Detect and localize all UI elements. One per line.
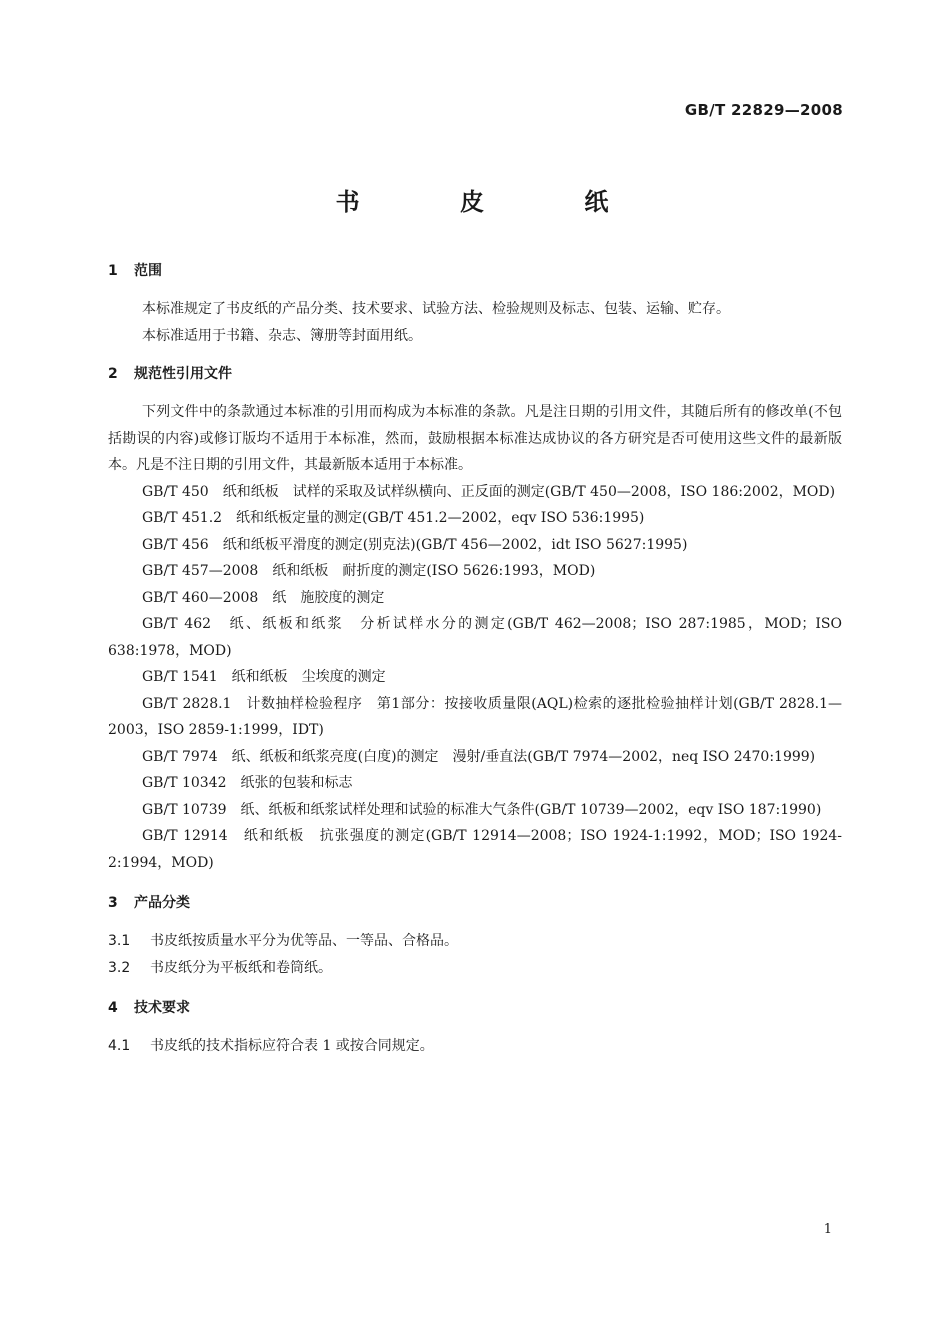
section-number: 3 — [108, 895, 118, 911]
section-title: 范围 — [134, 263, 162, 279]
section-title: 产品分类 — [134, 895, 190, 911]
section-title: 技术要求 — [134, 1000, 190, 1016]
clause-number: 4.1 — [108, 1038, 131, 1054]
section-title: 规范性引用文件 — [134, 366, 232, 382]
section-heading-normative-references — [108, 361, 842, 387]
clause-number: 3.2 — [108, 959, 131, 976]
section-number: 2 — [108, 366, 118, 382]
section-number: 4 — [108, 1000, 118, 1016]
section-heading-product-classification — [108, 890, 842, 916]
reference-item: GB/T 1541 纸和纸板 尘埃度的测定 — [142, 669, 386, 685]
section-heading-scope — [108, 258, 842, 284]
section-number: 1 — [108, 263, 118, 279]
reference-item: GB/T 451.2 纸和纸板定量的测定(GB/T 451.2—2002，eqv ISO 536:1995) — [142, 510, 645, 526]
clause-item — [108, 1033, 842, 1060]
reference-item: GB/T 457—2008 纸和纸板 耐折度的测定(ISO 5626:1993，MOD) — [142, 563, 596, 579]
reference-item: GB/T 2828.1 计数抽样检验程序 第1部分：按接收质量限(AQL)检索的逐批检验抽样计划(GB/T 2828.1—2003，ISO 2859-1:1999，IDT) — [108, 695, 842, 738]
clause-number: 3.1 — [108, 933, 131, 949]
paragraph: 本标准规定了书皮纸的产品分类、技术要求、试验方法、检验规则及标志、包装、运输、贮存。 — [142, 301, 730, 317]
clause-text: 书皮纸按质量水平分为优等品、一等品、合格品。 — [150, 933, 458, 949]
standard-code: GB/T 22829—2008 — [684, 101, 843, 119]
paragraph: 下列文件中的条款通过本标准的引用而构成为本标准的条款。凡是注日期的引用文件，其随后所有的修改单(不包括勘误的内容)或修订版均不适用于本标准，然而，鼓励根据本标准达成协议的各方研究是否可使用这些文件的最新版本。凡是不注日期的引用文件，其最新版本适用于本标准。 — [108, 404, 842, 473]
reference-item: GB/T 462 纸、纸板和纸浆 分析试样水分的测定(GB/T 462—2008；ISO 287:1985，MOD；ISO 638:1978，MOD) — [108, 616, 847, 659]
reference-item: GB/T 460—2008 纸 施胶度的测定 — [142, 589, 385, 606]
reference-item: GB/T 7974 纸、纸板和纸浆亮度(白度)的测定 漫射/垂直法(GB/T 7974—2002，neq ISO 2470:1999) — [142, 748, 816, 765]
reference-item: GB/T 10739 纸、纸板和纸浆试样处理和试验的标准大气条件(GB/T 10739—2002，eqv ISO 187:1990) — [142, 801, 822, 818]
reference-item: GB/T 12914 纸和纸板 抗张强度的测定(GB/T 12914—2008；ISO 1924-1:1992，MOD；ISO 1924-2:1994，MOD) — [108, 828, 842, 871]
reference-item: GB/T 456 纸和纸板平滑度的测定(别克法)(GB/T 456—2002，idt ISO 5627:1995) — [142, 536, 688, 553]
clause-item — [108, 955, 842, 982]
clause-item — [108, 928, 842, 955]
section-heading-technical-requirements — [108, 995, 842, 1021]
reference-item: GB/T 10342 纸张的包装和标志 — [142, 775, 353, 791]
clause-text: 书皮纸分为平板纸和卷筒纸。 — [150, 959, 332, 976]
paragraph: 本标准适用于书籍、杂志、簿册等封面用纸。 — [142, 327, 422, 344]
reference-item: GB/T 450 纸和纸板 试样的采取及试样纵横向、正反面的测定(GB/T 450—2008，ISO 186:2002，MOD) — [142, 483, 836, 500]
page-number: 1 — [823, 1222, 832, 1237]
clause-text: 书皮纸的技术指标应符合表 1 或按合同规定。 — [150, 1038, 434, 1054]
document-title: 书 皮 纸 — [335, 188, 655, 216]
document-body — [108, 258, 847, 1060]
